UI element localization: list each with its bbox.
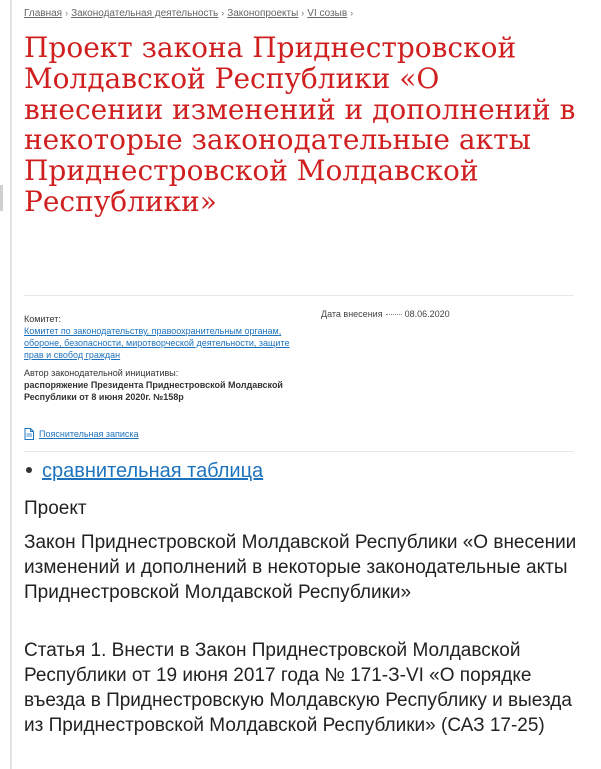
bill-meta [24, 313, 304, 403]
committee-link[interactable]: Комитет по законодательству, правоохранительным органам, обороне, безопасности, миротворческой деятельности, защите прав и свобод граждан [24, 326, 290, 360]
date-value: 08.06.2020 [404, 309, 450, 319]
author-label: Автор законодательной инициативы: [24, 368, 179, 378]
comparison-table-link[interactable]: сравнительная таблица [42, 460, 264, 482]
document-icon [24, 428, 34, 442]
committee-label: Комитет: [24, 314, 61, 324]
explanatory-note [24, 428, 139, 442]
author-value: распоряжение Президента Приднестровской Молдавской Республики от 8 июня 2020г. №158р [24, 380, 283, 402]
breadcrumb [24, 8, 356, 19]
breadcrumb-link-home[interactable]: Главная [24, 8, 63, 19]
document-paragraph: Закон Приднестровской Молдавской Республики «О внесении изменений и дополнений в некоторые законодательные акты Приднестровской Молдавской Республики» [24, 532, 577, 603]
document-paragraph: Статья 1. Внести в Закон Приднестровской Молдавской Республики от 19 июня 2017 года № 171-З-VI «О порядке въезда в Приднестровскую Молдавскую Республику и выезда из Приднестровской Молдавской Республики» (САЗ 17-25) [24, 640, 572, 736]
date-leader-dots [386, 314, 402, 315]
explanatory-note-link[interactable]: Пояснительная записка [39, 429, 139, 440]
breadcrumb-link-bills[interactable]: Законопроекты [227, 8, 299, 19]
breadcrumb-link-legislative-activity[interactable]: Законодательная деятельность [71, 8, 219, 19]
date-label: Дата внесения [321, 309, 383, 319]
divider [24, 451, 574, 452]
scroll-edge-marker [0, 185, 3, 211]
chevron-right-icon: › [221, 8, 225, 18]
chevron-right-icon: › [350, 8, 354, 18]
page-left-border [10, 0, 12, 769]
list-item [24, 457, 263, 485]
chevron-right-icon: › [65, 8, 69, 18]
bullet-icon [26, 467, 32, 473]
breadcrumb-link-convocation[interactable]: VI созыв [307, 8, 348, 19]
document-paragraph: Проект [24, 498, 87, 519]
submission-date [321, 309, 450, 319]
chevron-right-icon: › [301, 8, 305, 18]
page-title: Проект закона Приднестровской Молдавской Республики «О внесении изменений и дополнений в некоторые законодательные акты Приднестровской Молдавской Республики» [24, 31, 576, 218]
divider [24, 295, 574, 296]
